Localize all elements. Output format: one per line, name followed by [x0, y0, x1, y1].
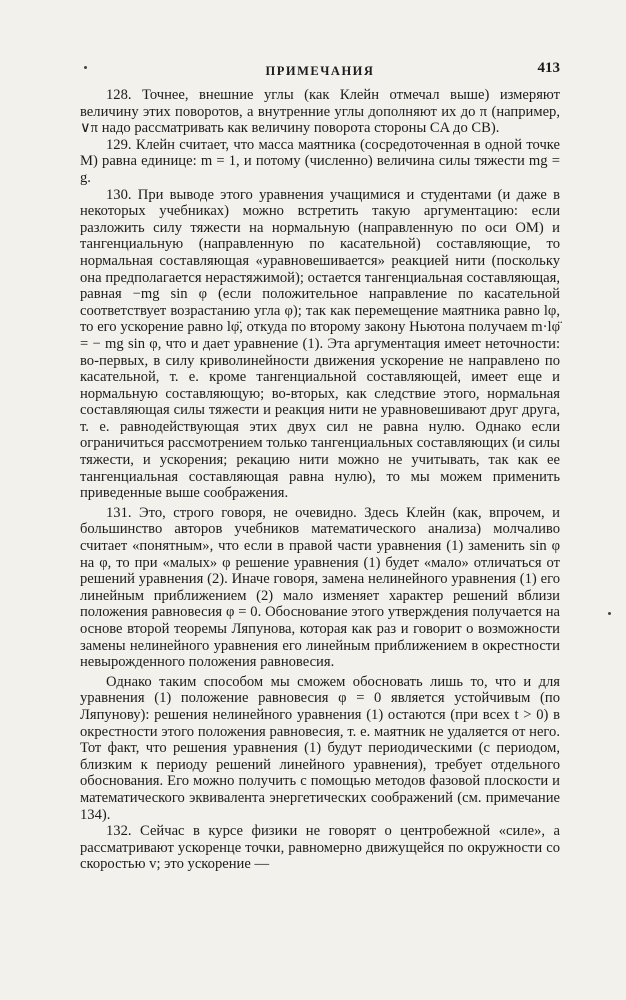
page-number: 413: [537, 60, 560, 76]
note-129: 129. Клейн считает, что масса маятника (сосредоточенная в одной точке M) равна единице: m = 1, и потому (численно) величина силы тяжести mg = g.: [80, 136, 560, 186]
note-131-continuation: Однако таким способом мы сможем обосновать лишь то, что и для уравнения (1) положение равновесия φ = 0 является устойчивым (по Ляпунову): решения нелинейного уравнения (1) остаются (при всех t > 0) в окрестности этого положения равновесия, т. е. маятник не удаляется от него. Тот факт, что решения уравнения (1) будут периодическими (с периодом, близким к периоду решений линейного уравнения), требует отдельного обоснования. Его можно получить с помощью методов фазовой плоскости и математического эквивалента энергетических соображений (см. примечание 134).: [80, 673, 560, 823]
note-128: 128. Точнее, внешние углы (как Клейн отмечал выше) измеряют величину этих поворотов, а внутренние углы дополняют их до π (например, ∨π надо рассматривать как величину поворота стороны CA до CB).: [80, 87, 560, 137]
scan-speck: [84, 66, 87, 69]
page-header: [80, 58, 560, 84]
page: [80, 58, 560, 873]
scan-speck: [608, 612, 611, 615]
note-132: 132. Сейчас в курсе физики не говорят о центробежной «силе», а рассматривают ускоренце точки, равномерно движущейся по окружности со скоростью v; это ускорение —: [80, 823, 560, 873]
running-title: ПРИМЕЧАНИЯ: [265, 64, 375, 78]
note-131: 131. Это, строго говоря, не очевидно. Здесь Клейн (как, впрочем, и большинство авторов учебников математического анализа) молчаливо считает «понятным», что если в правой части уравнения (1) заменить sin φ на φ, то при «малых» φ решение уравнения (1) будет «мало» отличаться от решений уравнения (2). Иначе говоря, замена нелинейного уравнения (1) его линейным приближением (2) мало изменяет характер решений вблизи положения равновесия φ = 0. Обоснование этого утверждения получается на основе второй теоремы Ляпунова, которая как раз и говорит о возможности замены нелинейного уравнения его линейным приближением в окрестности невырожденного положения равновесия.: [80, 504, 560, 671]
note-130: 130. При выводе этого уравнения учащимися и студентами (и даже в некоторых учебниках) можно встретить такую аргументацию: если разложить силу тяжести на нормальную (направленную по оси OM) и тангенциальную (направленную по касательной) составляющие, то нормальная составляющая «уравновешивается» реакцией нити (поскольку она предполагается нерастяжимой); остается тангенциальная составляющая, равная −mg sin φ (если положительное направление по касательной соответствует возрастанию угла φ); так как перемещение маятника равно lφ, то его ускорение равно lφ̈, откуда по второму закону Ньютона получаем m·lφ̈ = − mg sin φ, что и дает уравнение (1). Эта аргументация имеет неточности: во-первых, в силу криволинейности движения ускорение не направлено по касательной, т. е. кроме тангенциальной составляющей, имеет еще и нормальную составляющую; во-вторых, как следствие этого, нормальная составляющая силы тяжести и реакция нити не уравновешивают друг друга, т. е. равнодействующая этих двух сил не равна нулю. Однако если ограничиться рассмотрением только тангенциальных составляющих (и силы тяжести, и ускорения; рекацию нити можно не учитывать, так как ее тангенциальная составляющая равна нулю), то мы можем применить приведенные выше соображения.: [80, 186, 560, 502]
